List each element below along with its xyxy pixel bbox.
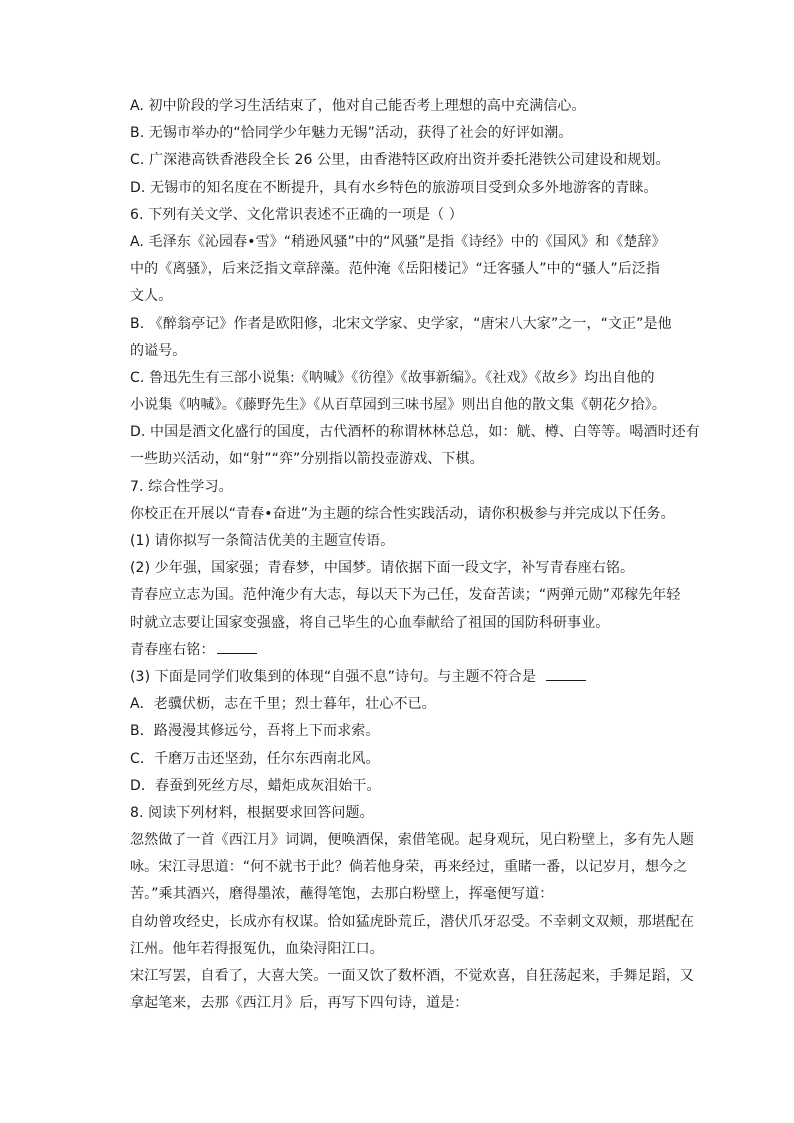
poem-line [130, 909, 694, 936]
option-line [130, 120, 670, 147]
text: A. 初中阶段的学习生活结束了，他对自己能否考上理想的高中充满信心。 [130, 98, 586, 114]
text: C. 鲁迅先生有三部小说集:《呐喊》《彷徨》《故事新编》。《社戏》《故乡》均出自他的 [130, 369, 655, 386]
text: 自幼曾攻经史，长成亦有权谋。恰如猛虎卧荒丘，潜伏爪牙忍受。不幸刺文双颊，那堪配在 [130, 913, 694, 930]
text: A. 毛泽东《沁园春•雪》“稍逊风骚”中的“风骚”是指《诗经》中的《国风》和《楚辞》 [130, 233, 666, 250]
text: C. 广深港高铁香港段全长 26 公里，由香港特区政府出资并委托港铁公司建设和规划。 [130, 152, 670, 169]
text: 咏。宋江寻思道：“何不就书于此？倘若他身荣，再来经过，重睹一番，以记岁月，想今之 [130, 859, 688, 876]
text: 一些助兴活动，如“射”“弈”分别指以箭投壶游戏、下棋。 [130, 451, 484, 468]
text: 中的《离骚》，后来泛指文章辞藻。范仲淹《岳阳楼记》“迁客骚人”中的“骚人”后泛指 [130, 261, 661, 278]
text: (1) 请你拟写一条简洁优美的主题宣传语。 [130, 533, 395, 549]
text-line [130, 501, 675, 528]
option-line [130, 718, 670, 745]
poem-line [130, 936, 670, 963]
text: 你校正在开展以“青春•奋进”为主题的综合性实践活动，请你积极参与并完成以下任务。 [130, 505, 675, 522]
text: D. 无锡市的知名度在不断提升，具有水乡特色的旅游项目受到众多外地游客的青睐。 [130, 179, 658, 196]
text: 时就立志要让国家变强盛，将自己毕生的心血奉献给了祖国的国防科研事业。 [130, 614, 610, 631]
text: 6. 下列有关文学、文化常识表述不正确的一项是（ ） [130, 206, 463, 223]
text-line [130, 963, 694, 990]
option-line [130, 746, 670, 773]
answer-blank [546, 666, 586, 681]
option-line [130, 147, 670, 174]
text-line [130, 338, 670, 365]
text: 忽然做了一首《西江月》词调，便唤酒保，索借笔砚。起身观玩，见白粉壁上，多有先人题 [130, 832, 694, 849]
text-line [130, 881, 670, 908]
text-line [130, 610, 670, 637]
text: 的谥号。 [130, 342, 187, 359]
subquestion-line [130, 664, 670, 691]
text: (2) 少年强，国家强；青春梦，中国梦。请依据下面一段文字，补写青春座右铭。 [130, 560, 635, 577]
subquestion-line [130, 528, 670, 555]
text-line [130, 256, 670, 283]
question-6-stem [130, 202, 670, 229]
text: 苦。”乘其酒兴，磨得墨浓，蘸得笔饱，去那白粉壁上，挥毫便写道： [130, 886, 554, 903]
text-line [130, 283, 670, 310]
question-8-stem [130, 800, 670, 827]
subquestion-line [130, 555, 670, 582]
text: (3) 下面是同学们收集到的体现“自强不息”诗句。与主题不符合是 [130, 668, 536, 685]
text-line [130, 582, 681, 609]
text: 宋江写罢，自看了，大喜大笑。一面又饮了数杯酒，不觉欢喜，自狂荡起来，手舞足蹈，又 [130, 968, 694, 984]
text: B. 无锡市举办的“恰同学少年魅力无锡”活动，获得了社会的好评如潮。 [130, 125, 573, 142]
text: A．老骥伏枥，志在千里；烈士暮年，壮心不已。 [130, 696, 436, 713]
option-line [130, 773, 670, 800]
text: 8. 阅读下列材料，根据要求回答问题。 [130, 804, 374, 821]
text: D．春蚕到死丝方尽，蜡炬成灰泪始干。 [130, 777, 381, 794]
text-line [130, 446, 670, 473]
text: D. 中国是酒文化盛行的国度，古代酒杯的称谓林林总总，如：觥、樽、白等等。喝酒时还有 [130, 424, 700, 441]
option-line [130, 311, 670, 338]
text: 文人。 [130, 288, 173, 305]
text: 7. 综合性学习。 [130, 478, 233, 495]
option-line [130, 691, 670, 718]
text-line [130, 392, 670, 419]
option-line [130, 419, 700, 446]
text: 青春应立志为国。范仲淹少有大志，每以天下为己任，发奋苦读；“两弹元勋”邓稼先年轻 [130, 587, 681, 604]
text-line [130, 854, 688, 881]
text: C．千磨万击还坚劲，任尔东西南北风。 [130, 750, 380, 767]
text: 江州。他年若得报冤仇，血染浔阳江口。 [130, 940, 384, 957]
text: 青春座右铭： [130, 641, 215, 658]
text-line [130, 990, 670, 1017]
text-line [130, 827, 694, 854]
text: 拿起笔来，去那《西江月》后，再写下四句诗，道是： [130, 995, 469, 1012]
motto-line [130, 637, 670, 664]
text: B．路漫漫其修远兮，吾将上下而求索。 [130, 723, 380, 740]
option-line [130, 175, 670, 202]
question-7-stem [130, 474, 670, 501]
text: 小说集《呐喊》。《藤野先生》《从百草园到三味书屋》则出自他的散文集《朝花夕拾》。 [130, 397, 666, 414]
text: B. 《醉翁亭记》作者是欧阳修，北宋文学家、史学家，“唐宋八大家”之一，“文正”是他 [130, 315, 672, 332]
option-line [130, 365, 670, 392]
option-line [130, 229, 670, 256]
answer-blank [217, 639, 257, 654]
document-body [130, 93, 700, 1017]
option-line [130, 93, 670, 120]
